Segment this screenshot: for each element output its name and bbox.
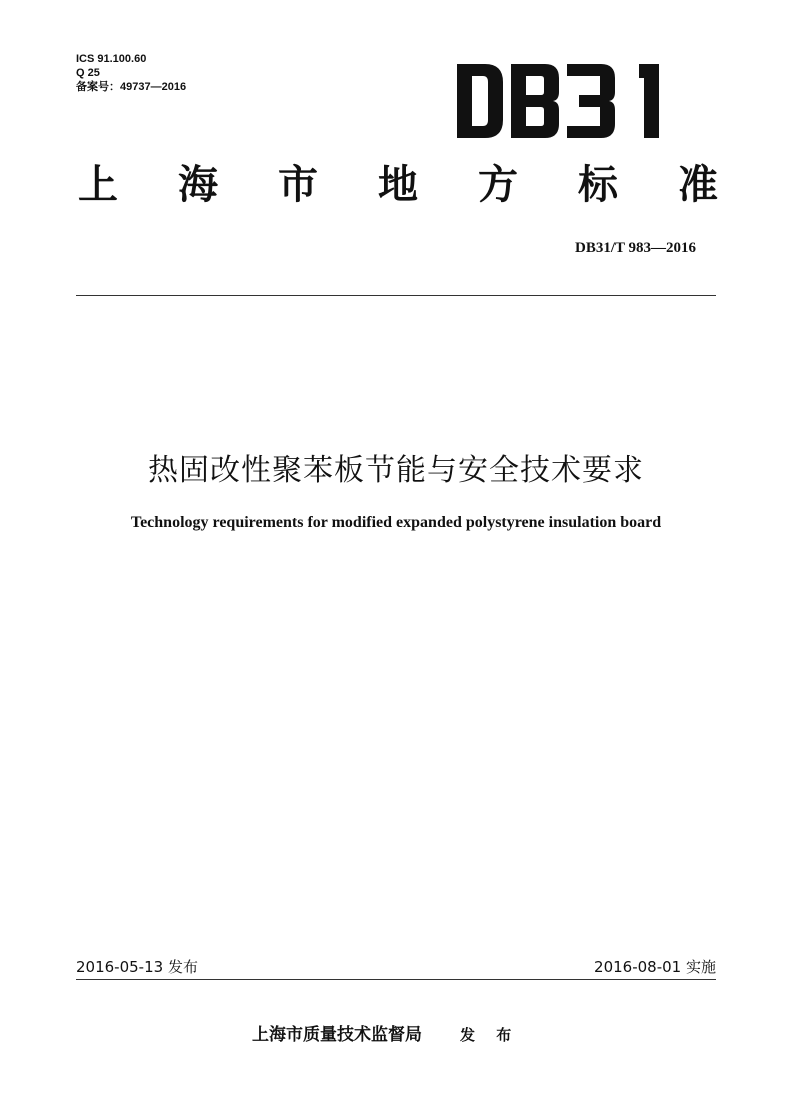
standard-type-char: 标: [578, 162, 618, 208]
standard-type-char: 海: [178, 162, 218, 208]
ccs-code: Q 25: [76, 67, 100, 79]
implementation-date: 2016-08-01 实施: [594, 958, 716, 976]
standard-type-heading: [78, 160, 718, 210]
publish-label: 发 布: [460, 1026, 520, 1044]
standard-type-char: 市: [278, 162, 318, 208]
chinese-title: 热固改性聚苯板节能与安全技术要求: [148, 453, 644, 488]
issue-date: 2016-05-13 发布: [76, 958, 198, 976]
issuing-authority: [252, 1020, 519, 1045]
filing-number: 备案号：49737—2016: [76, 81, 187, 93]
logo-digit-3: [567, 64, 615, 138]
standard-type-char: 准: [678, 162, 718, 208]
standard-type-char: 上: [78, 162, 118, 208]
issuer-name: 上海市质量技术监督局: [252, 1025, 422, 1045]
top-divider: [76, 295, 716, 296]
standard-number: DB31/T 983—2016: [575, 240, 696, 256]
logo-digit-1: [639, 64, 659, 138]
document-metadata: [76, 52, 186, 94]
db31-logo: [455, 62, 670, 140]
bottom-divider: [76, 979, 716, 980]
english-title: Technology requirements for modified expanded polystyrene insulation board: [130, 514, 662, 531]
standard-type-char: 地: [378, 162, 418, 208]
logo-letter-d: [457, 64, 503, 138]
ics-code: ICS 91.100.60: [76, 53, 147, 65]
standard-type-char: 方: [478, 162, 518, 208]
logo-letter-b: [511, 64, 559, 138]
